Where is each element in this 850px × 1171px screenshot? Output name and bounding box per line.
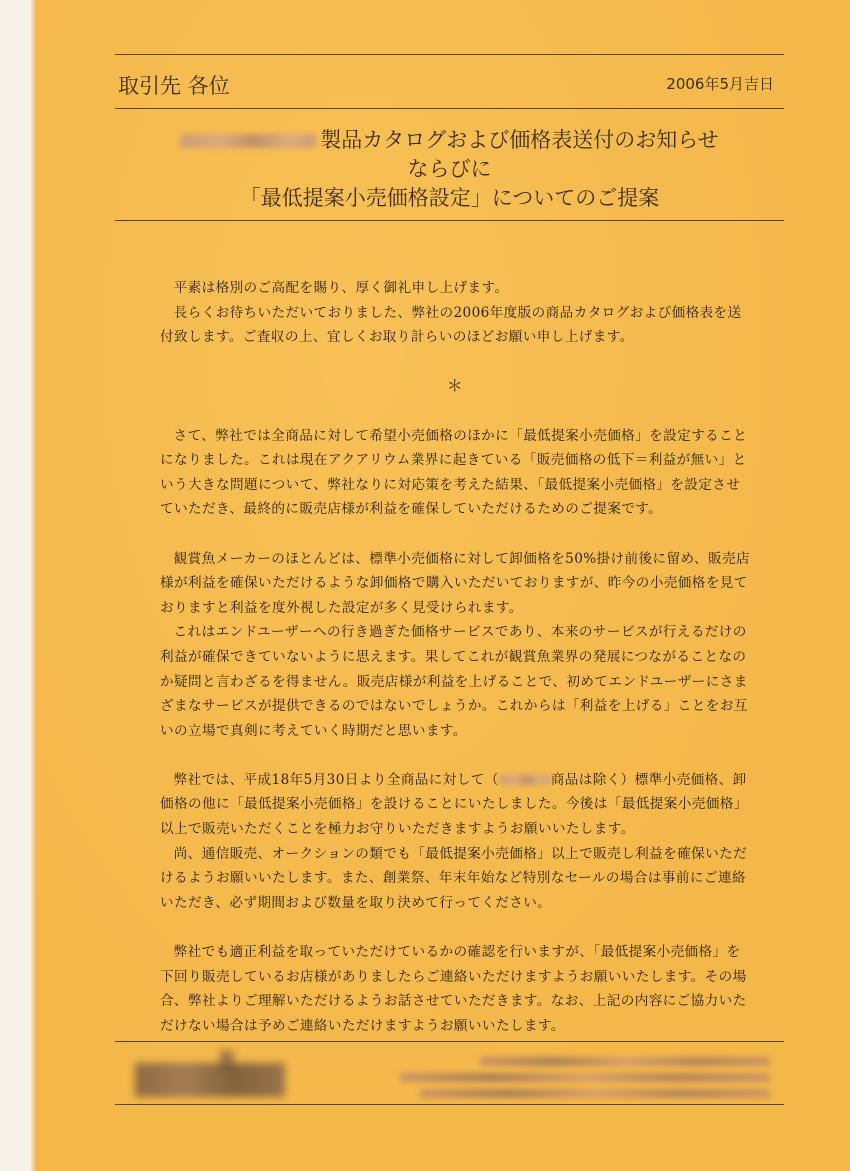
paragraph-greeting: 平素は格別のご高配を賜り、厚く御礼申し上げます。 bbox=[173, 280, 509, 296]
title-line-1 bbox=[115, 126, 784, 155]
redacted-address-line-2 bbox=[400, 1073, 770, 1082]
redacted-address-line-1 bbox=[480, 1057, 770, 1066]
redacted-product bbox=[499, 775, 551, 785]
footer-bottom-rule bbox=[115, 1104, 784, 1105]
paragraph-proposal: さて、弊社では全商品に対して希望小売価格のほかに「最低提案小売価格」を設定することになりました。これは現在アクアリウム業界に起きている「販売価格の低下＝利益が無い」という大きな問題について、弊社なりに対応策を考えた結果、「最低提案小売価格」を設定させていただき、最終的に販売店様が利益を確保していただけるためのご提案です。 bbox=[160, 427, 748, 518]
redacted-company-logo bbox=[135, 1063, 285, 1097]
title-line-2: ならびに bbox=[407, 157, 492, 181]
header-bottom-rule bbox=[115, 108, 784, 109]
paragraph-policy: 弊社では、平成18年5月30日より全商品に対して（ 商品は除く）標準小売価格、卸価格の他に「最低提案小売価格」を設けることにいたしました。今後は「最低提案小売価格」以上で販売いただくことを極力お守りいただきますようお願いいたします。 bbox=[160, 771, 748, 838]
header-top-rule bbox=[115, 54, 784, 55]
paragraph-margin: 観賞魚メーカーのほとんどは、標準小売価格に対して卸価格を50%掛け前後に留め、販売店様が利益を確保いただけるような卸価格で購入いただいておりますが、昨今の小売価格を見ておりますと利益を度外視した設定が多く見受けられます。 bbox=[160, 550, 750, 616]
title-line-3: 「最低提案小売価格設定」についてのご提案 bbox=[239, 186, 660, 210]
title-line-1-text: 製品カタログおよび価格表送付のお知らせ bbox=[320, 128, 719, 152]
title-rule bbox=[115, 220, 784, 221]
recipient-label: 取引先 各位 bbox=[118, 74, 230, 98]
letter-body bbox=[160, 276, 750, 1038]
redacted-brand bbox=[180, 134, 316, 148]
redacted-address-line-3 bbox=[420, 1089, 770, 1098]
paragraph-service: これはエンドユーザーへの行き過ぎた価格サービスであり、本来のサービスが行えるだけの利益が確保できていないように思えます。果してこれが観賞魚業界の発展につながることなのか疑問と言わざるを得ません。販売店様が利益を上げることで、初めてエンドユーザーにさまざまなサービスが提供できるのではないでしょうか。これからは「利益を上げる」ことをお互いの立場で真剣に考えていく時期だと思います。 bbox=[160, 624, 748, 739]
paragraph-check: 弊社でも適正利益を取っていただけているかの確認を行いますが、「最低提案小売価格」を下回り販売しているお店様がありましたらご連絡いただけますようお願いいたします。その場合、弊社よりご理解いただけるようお話させていただきます。なお、上記の内容にご協力いただけない場合は予めご連絡いただけますようお願いいたします。 bbox=[160, 944, 747, 1034]
paragraph-online: 尚、通信販売、オークションの類でも「最低提案小売価格」以上で販売し利益を確保いただけるようお願いいたします。また、創業祭、年末年始など特別なセールの場合は事前にご連絡いただき、必ず期間および数量を取り決めて行ってください。 bbox=[160, 845, 748, 911]
section-asterisk: ＊ bbox=[446, 376, 464, 396]
document-title bbox=[115, 126, 784, 213]
paragraph-catalog: 長らくお待ちいただいておりました、弊社の2006年度版の商品カタログおよび価格表を送付致します。ご査収の上、宜しくお取り計らいのほどお願い申し上げます。 bbox=[160, 304, 742, 346]
date-label: 2006年5月吉日 bbox=[666, 75, 774, 93]
footer-top-rule bbox=[115, 1041, 784, 1042]
